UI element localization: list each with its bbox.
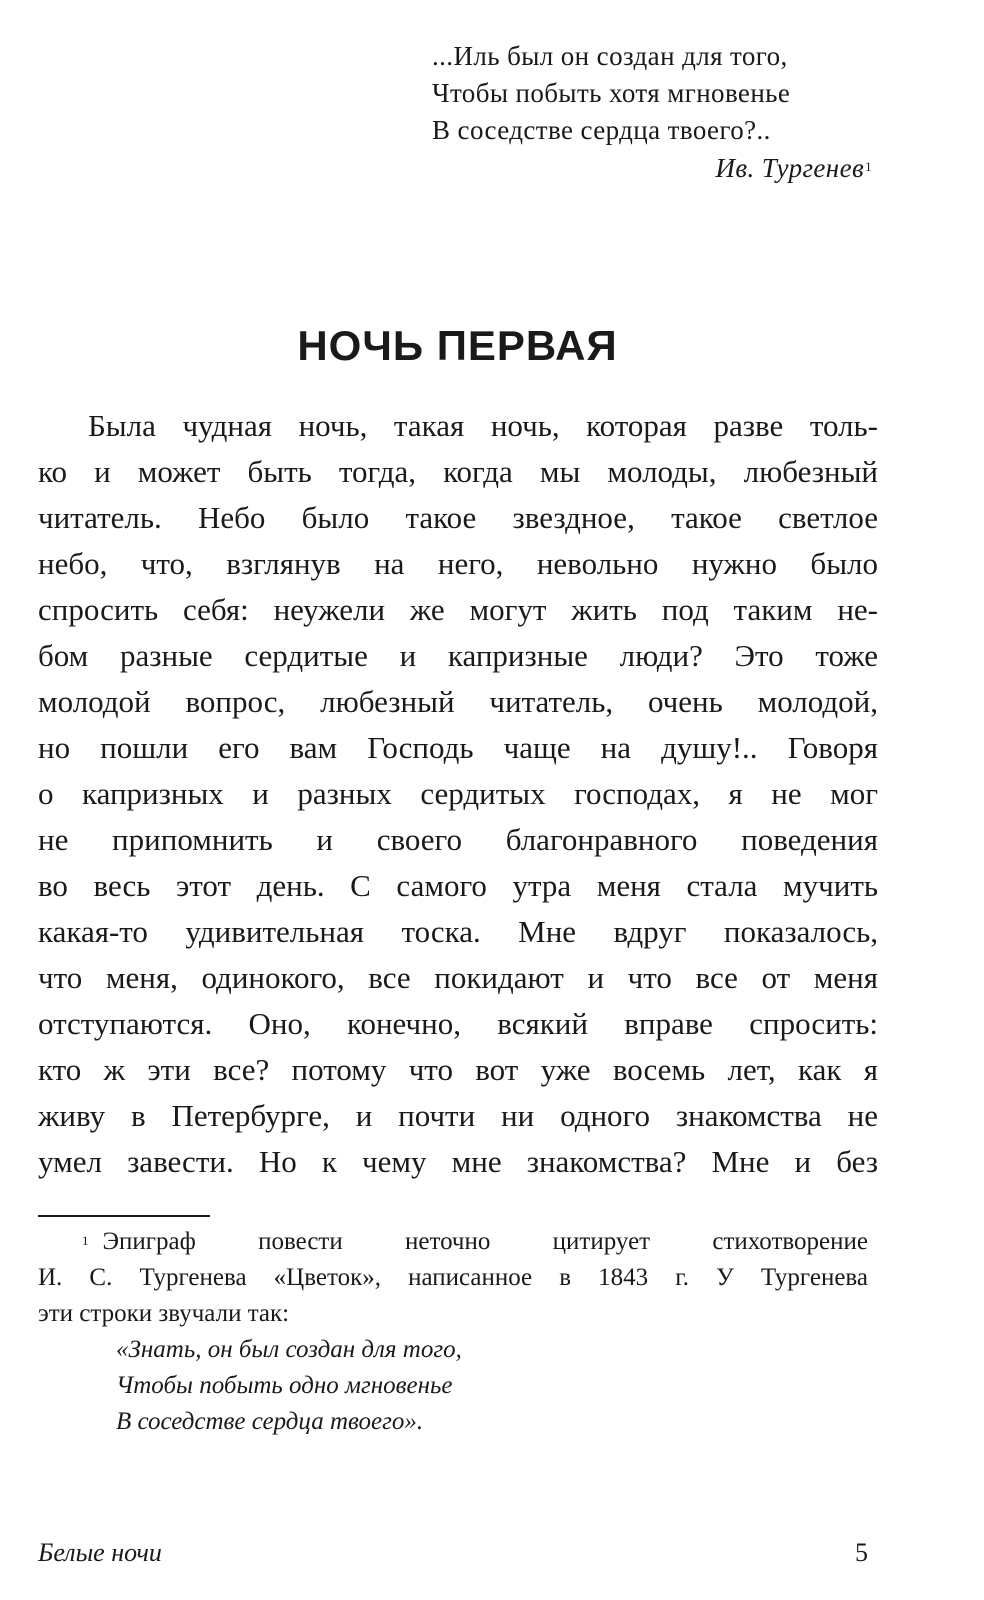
epigraph bbox=[432, 38, 880, 187]
body-line: какая-то удивительная тоска. Мне вдруг показалось, bbox=[38, 914, 878, 949]
footnote-verse-line: Чтобы побыть одно мгновенье bbox=[116, 1372, 453, 1399]
footnote-line-text: Эпиграф повести неточно цитирует стихотворение bbox=[102, 1228, 868, 1255]
body-line: бом разные сердитые и капризные люди? Это тоже bbox=[38, 638, 878, 673]
epigraph-footnote-mark[interactable]: 1 bbox=[865, 159, 872, 174]
footnote bbox=[38, 1224, 868, 1440]
footnote-line bbox=[38, 1224, 868, 1260]
body-line: о капризных и разных сердитых господах, я не мог bbox=[38, 776, 878, 811]
body-line: читатель. Небо было такое звездное, такое светлое bbox=[38, 500, 878, 535]
footnote-line: эти строки звучали так: bbox=[38, 1300, 290, 1327]
body-line: живу в Петербурге, и почти ни одного знакомства не bbox=[38, 1098, 878, 1133]
body-line: Была чудная ночь, такая ночь, которая разве толь- bbox=[88, 408, 878, 443]
footnote-verse-line: В соседстве сердца твоего». bbox=[116, 1408, 424, 1435]
page-number: 5 bbox=[855, 1538, 868, 1567]
body-line: но пошли его вам Господь чаще на душу!.. Говоря bbox=[38, 730, 878, 765]
body-line: молодой вопрос, любезный читатель, очень молодой, bbox=[38, 684, 878, 719]
body-line: отступаются. Оно, конечно, всякий вправе спросить: bbox=[38, 1006, 878, 1041]
footnote-mark: 1 bbox=[82, 1233, 89, 1248]
body-line: не припомнить и своего благонравного поведения bbox=[38, 822, 878, 857]
body-line: ко и может быть тогда, когда мы молоды, любезный bbox=[38, 454, 878, 489]
body-line: спросить себя: неужели же могут жить под таким не- bbox=[38, 592, 878, 627]
footnote-divider bbox=[38, 1215, 210, 1217]
epigraph-line: Чтобы побыть хотя мгновенье bbox=[432, 78, 791, 108]
body-line: что меня, одинокого, все покидают и что все от меня bbox=[38, 960, 878, 995]
chapter-title: НОЧЬ ПЕРВАЯ bbox=[297, 322, 618, 369]
body-line: кто ж эти все? потому что вот уже восемь лет, как я bbox=[38, 1052, 878, 1087]
footnote-verse-line: «Знать, он был создан для того, bbox=[116, 1336, 462, 1363]
epigraph-line: В соседстве сердца твоего?.. bbox=[432, 115, 771, 145]
footnote-line: И. С. Тургенева «Цветок», написанное в 1843 г. У Тургенева bbox=[38, 1264, 868, 1291]
body-line: небо, что, взглянув на него, невольно нужно было bbox=[38, 546, 878, 581]
epigraph-author bbox=[432, 150, 880, 187]
body-text bbox=[38, 403, 878, 1185]
body-line: во весь этот день. С самого утра меня стала мучить bbox=[38, 868, 878, 903]
epigraph-line: ...Иль был он создан для того, bbox=[432, 41, 788, 71]
running-title: Белые ночи bbox=[38, 1538, 162, 1567]
body-line: умел завести. Но к чему мне знакомства? Мне и без bbox=[38, 1144, 878, 1179]
epigraph-author-name: Ив. Тургенев bbox=[715, 153, 865, 183]
